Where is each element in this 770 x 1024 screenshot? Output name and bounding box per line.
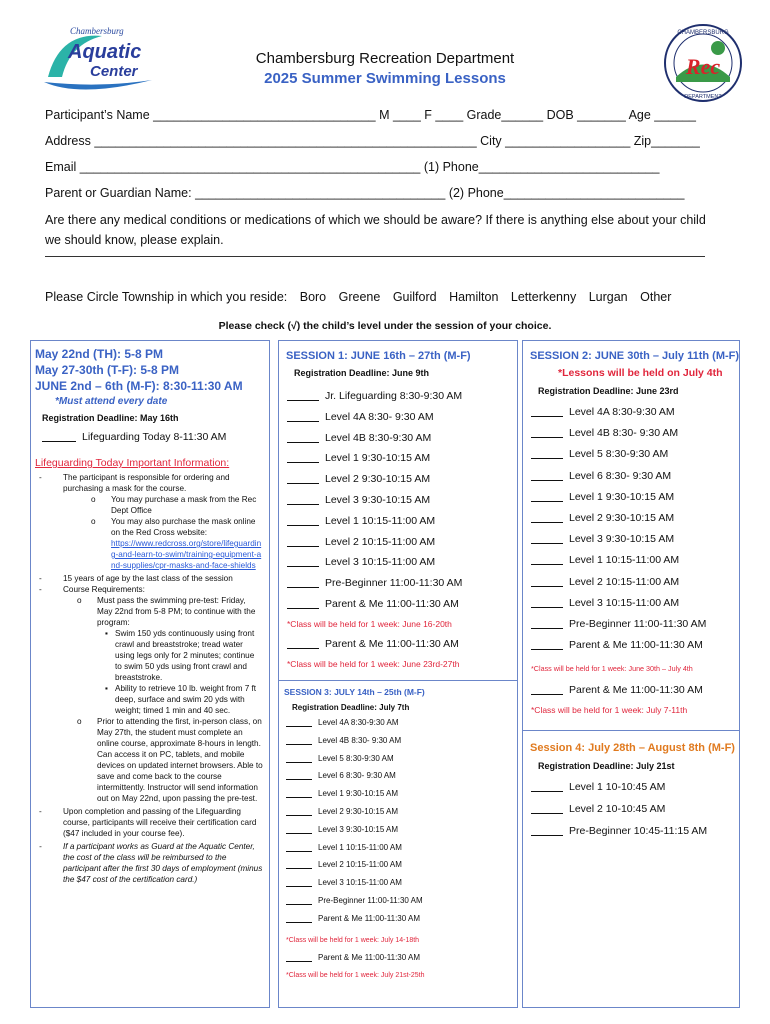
info-item: The participant is responsible for ordering and purchasing a mask for the course. [63, 473, 230, 493]
guardian-line[interactable]: Parent or Guardian Name: ____________________________________ (2) Phone__________________________ [45, 186, 685, 200]
checkbox-line[interactable] [287, 442, 319, 443]
lesson-label: Level 3 9:30-10:15 AM [325, 494, 431, 506]
lesson-item[interactable] [531, 781, 665, 793]
township-option[interactable]: Hamilton [449, 290, 499, 304]
lesson-item[interactable] [287, 452, 430, 464]
redcross-link[interactable]: https://www.redcross.org/store/lifeguarding-and-learn-to-swim/training-equipment-and-supplies/cpr-masks-and-face-shields [111, 539, 262, 570]
township-option[interactable]: Guilford [392, 290, 437, 304]
class-week-note: *Class will be held for 1 week: July 14-18th [286, 937, 420, 944]
svg-text:Rec: Rec [685, 54, 721, 79]
checkbox-line[interactable] [287, 608, 319, 609]
checkbox-line[interactable] [286, 833, 312, 834]
info-item: If a participant works as Guard at the Aquatic Center, the cost of the class will be reimbursed to the participant after the first 30 days of employment (minus the $47 cost of the certification card.) [63, 842, 263, 884]
checkbox-line[interactable] [287, 546, 319, 547]
lesson-label: Level 1 10:15-11:00 AM [569, 554, 680, 567]
township-option[interactable]: Boro [299, 290, 327, 304]
session3-title: SESSION 3: JULY 14th – 25th (M-F) [284, 687, 425, 697]
lesson-item[interactable] [286, 807, 398, 816]
lesson-item[interactable] [287, 432, 431, 444]
checkbox-line[interactable] [286, 726, 312, 727]
must-attend-note: *Must attend every date [55, 396, 168, 407]
lesson-label: Level 2 10:15-11:00 AM [325, 535, 436, 548]
participant-line[interactable]: Participant’s Name ________________________________ M ____ F ____ Grade______ DOB _______ Age ______ [45, 108, 696, 122]
session1-title: SESSION 1: JUNE 16th – 27th (M-F) [286, 350, 471, 362]
lesson-item[interactable] [531, 491, 674, 503]
checkbox-line[interactable] [531, 628, 563, 629]
lesson-item[interactable] [531, 448, 668, 460]
lesson-label: Parent & Me 11:00-11:30 AM [569, 639, 703, 652]
lesson-label: Level 1 9:30-10:15 AM [325, 452, 431, 465]
checkbox-line[interactable] [531, 607, 563, 608]
township-row [45, 290, 680, 304]
session4-deadline: Registration Deadline: July 21st [538, 761, 675, 771]
lesson-item[interactable] [531, 803, 665, 815]
lesson-item[interactable] [286, 825, 398, 834]
township-option[interactable]: Letterkenny [510, 290, 577, 304]
lesson-label: Level 4A 8:30-9:30 AM [569, 406, 675, 418]
lesson-item[interactable] [531, 597, 679, 609]
lesson-label: Level 3 10:15-11:00 AM [325, 556, 436, 569]
page-subtitle: 2025 Summer Swimming Lessons [264, 70, 506, 87]
lesson-item[interactable] [531, 576, 679, 588]
lesson-item[interactable] [287, 515, 435, 527]
session4-divider [522, 730, 740, 731]
lg-date-2: May 27-30th (T-F): 5-8 PM [35, 363, 180, 377]
lg-info-list: - The participant is responsible for ordering and purchasing a mask for the course. o You may purchase a mask from the Rec Dept Office o You may also purchase the mask online on the Red Cross website: https://www.redcross.org/store/lifeguarding-and-learn-to-swim/training-equipment-and-supplies/cpr-masks-and-face-shields - 15 years of age by the last class of the session - Course Requirements: o Must pass the swimming pre-test: Friday, May 22nd from 5-8 PM; to continue with the program: ▪ Swim 150 yds continuously using front crawl and breaststroke; tread water using legs only for 2 minutes; continue to swim 50 yds using front crawl and breaststroke. ▪ Ability to retrieve 10 lb. weight from 7 ft deep, surface and swim 20 yds with weight; timed 1 min and 40 sec. o Prior to attending the first, in-person class, on May 27th, the student must complete an online course, approximate 8-hours in length. Can access it on PC, tablets, and mobile devices on updated internet browsers. Able to save and come back to the course intermittently. Instructor will send information out on May 22nd, upon passing the pre-test. - Upon completion and passing of the Lifeguarding course, participants will receive their certification card ($47 included in your course fee). - If a participant works as Guard at the Aquatic Center, the cost of the class will be reimbursed to the participant after the first 30 days of employment (minus the $47 cost of the certification card.) [39, 473, 263, 884]
checkbox-line[interactable] [286, 922, 312, 923]
lesson-label: Level 3 9:30-10:15 AM [318, 824, 399, 834]
checkbox-line[interactable] [286, 797, 312, 798]
lesson-item[interactable] [287, 494, 430, 506]
lesson-label: Level 6 8:30- 9:30 AM [318, 771, 396, 781]
info-item: 15 years of age by the last class of the session [63, 574, 233, 583]
lg-course-item[interactable] [42, 431, 226, 443]
session3-deadline: Registration Deadline: July 7th [292, 703, 410, 712]
lg-course-label: Lifeguarding Today 8-11:30 AM [82, 431, 227, 443]
lesson-label: Pre-Beginner 11:00-11:30 AM [569, 618, 707, 630]
checkbox-line[interactable] [287, 525, 319, 526]
checkbox-line[interactable] [286, 762, 312, 763]
lesson-label: Level 6 8:30- 9:30 AM [569, 469, 672, 482]
checkbox-line[interactable] [286, 744, 312, 745]
lg-deadline: Registration Deadline: May 16th [42, 413, 179, 423]
lg-date-1: May 22nd (TH): 5-8 PM [35, 347, 164, 361]
lesson-item[interactable] [531, 427, 678, 439]
township-option[interactable]: Greene [338, 290, 381, 304]
lesson-item[interactable] [287, 390, 462, 402]
lesson-item[interactable] [286, 718, 399, 727]
lesson-item[interactable] [287, 598, 459, 610]
svg-text:DEPARTMENT: DEPARTMENT [684, 94, 722, 100]
lg-date-3: JUNE 2nd – 6th (M-F): 8:30-11:30 AM [35, 379, 243, 393]
checkbox-line[interactable] [531, 543, 563, 544]
lesson-item[interactable] [286, 914, 420, 923]
lesson-item[interactable] [287, 536, 435, 548]
info-subitem: You may also purchase the mask online on the Red Cross website: [111, 517, 256, 537]
lesson-item[interactable] [286, 860, 402, 869]
checkbox-line[interactable] [531, 480, 563, 481]
lg-info-title: Lifeguarding Today Important Information: [35, 457, 230, 469]
session1-deadline: Registration Deadline: June 9th [294, 368, 430, 378]
info-bullet: Swim 150 yds continuously using front crawl and breaststroke; tread water using legs only for 2 minutes; continue to swim 50 yds using front crawl and breaststroke. [115, 629, 255, 682]
checkbox-line[interactable] [531, 564, 563, 565]
lesson-label: Level 2 10-10:45 AM [569, 803, 666, 815]
lesson-item[interactable] [287, 556, 435, 568]
lesson-label: Level 2 10:15-11:00 AM [318, 860, 402, 870]
township-label: Please Circle Township in which you reside: [45, 290, 288, 304]
checkbox-line[interactable] [287, 648, 319, 649]
township-option[interactable]: Other [640, 290, 672, 304]
info-subitem: Prior to attending the first, in-person class, on May 27th, the student must complete an online course, approximate 8-hours in length. Can access it on PC, tablets, and mobile devices on updated internet browsers. Able to save and come back to the course intermittently. Instructor will send information out on May 22nd, upon passing the pre-test. [97, 717, 263, 803]
lesson-item[interactable] [286, 896, 423, 905]
lesson-label: Level 1 9:30-10:15 AM [569, 490, 675, 503]
checkbox-line[interactable] [286, 868, 312, 869]
session4-title: Session 4: July 28th – August 8th (M-F) [530, 742, 735, 754]
lesson-label: Level 4B 8:30- 9:30 AM [318, 735, 402, 745]
lesson-label: Jr. Lifeguarding 8:30-9:30 AM [325, 390, 463, 402]
lesson-label: Pre-Beginner 10:45-11:15 AM [569, 825, 708, 837]
info-item: Course Requirements: [63, 585, 145, 594]
checkbox-line[interactable] [531, 437, 563, 438]
lesson-item[interactable] [286, 754, 394, 763]
lesson-label: Level 2 9:30-10:15 AM [318, 807, 399, 816]
class-week-note: *Class will be held for 1 week: June 16-20th [287, 619, 452, 629]
township-option[interactable]: Lurgan [588, 290, 628, 304]
info-bullet: Ability to retrieve 10 lb. weight from 7 ft deep, surface and swim 20 yds with weight; timed 1 min and 40 sec. [115, 684, 257, 715]
checkbox-line[interactable] [531, 813, 563, 814]
lesson-item[interactable] [531, 825, 707, 837]
session2-deadline: Registration Deadline: June 23rd [538, 386, 679, 396]
checkbox-line[interactable] [286, 904, 312, 905]
lesson-label: Level 4A 8:30-9:30 AM [318, 718, 399, 727]
checkbox-line[interactable] [287, 421, 319, 422]
medical-question: Are there any medical conditions or medications of which we should be aware? If there is anything else about your child we should know, please explain. [45, 213, 706, 247]
lesson-item[interactable] [287, 473, 430, 485]
address-line[interactable]: Address _______________________________________________________ City __________________ Zip_______ [45, 134, 700, 148]
lesson-label: Parent & Me 11:00-11:30 AM [569, 684, 703, 696]
lesson-label: Level 4B 8:30- 9:30 AM [569, 427, 679, 440]
svg-text:Aquatic: Aquatic [68, 41, 142, 63]
lesson-label: Level 1 10:15-11:00 AM [325, 514, 436, 527]
checkbox-line[interactable] [286, 886, 312, 887]
lesson-label: Level 5 8:30-9:30 AM [569, 448, 669, 461]
session3-divider [278, 680, 518, 681]
lesson-item[interactable] [286, 736, 401, 745]
session2-title: SESSION 2: JUNE 30th – July 11th (M-F) [530, 350, 740, 362]
checkbox-line[interactable] [286, 851, 312, 852]
lesson-label: Level 1 9:30-10:15 AM [318, 789, 399, 799]
info-item: Upon completion and passing of the Lifeguarding course, participants will receive their certification card ($47 included in your course fee). [63, 807, 257, 838]
checkbox-line[interactable] [531, 649, 563, 650]
lesson-label: Level 2 9:30-10:15 AM [325, 473, 431, 486]
checkbox-line[interactable] [286, 815, 312, 816]
checkbox-line[interactable] [531, 501, 563, 502]
info-subitem: Must pass the swimming pre-test: Friday, May 22nd from 5-8 PM; to continue with the program: [97, 596, 256, 627]
email-line[interactable]: Email _________________________________________________ (1) Phone__________________________ [45, 160, 660, 174]
lesson-label: Parent & Me 11:00-11:30 AM [325, 598, 459, 610]
checkbox-line[interactable] [531, 416, 563, 417]
lesson-label: Parent & Me 11:00-11:30 AM [325, 638, 459, 650]
class-week-note: *Class will be held for 1 week: June 23rd-27th [287, 659, 460, 669]
lesson-label: Level 3 10:15-11:00 AM [569, 596, 680, 609]
checkbox-line[interactable] [287, 483, 319, 484]
lesson-item[interactable] [531, 533, 674, 545]
lesson-item[interactable] [531, 554, 679, 566]
lesson-item[interactable] [531, 406, 675, 418]
lesson-item[interactable] [531, 684, 703, 696]
medical-answer-line[interactable] [45, 256, 705, 257]
class-week-note: *Class will be held for 1 week: June 30th – July 4th [531, 664, 693, 673]
checkbox-line[interactable] [287, 400, 319, 401]
lesson-label: Level 4A 8:30- 9:30 AM [325, 410, 434, 423]
lesson-label: Level 3 10:15-11:00 AM [318, 878, 402, 888]
lesson-item[interactable] [531, 639, 703, 651]
class-week-note: *Class will be held for 1 week: July 21st-25th [286, 972, 425, 979]
svg-text:Center: Center [90, 63, 138, 80]
session2-lessons-note: *Lessons will be held on July 4th [558, 367, 723, 379]
lesson-label: Level 4B 8:30-9:30 AM [325, 431, 432, 444]
lesson-label: Level 2 9:30-10:15 AM [569, 512, 675, 524]
checkbox-line[interactable] [287, 587, 319, 588]
lesson-label: Parent & Me 11:00-11:30 AM [318, 953, 420, 962]
checkbox-line[interactable] [287, 462, 319, 463]
checkbox-line[interactable] [42, 441, 76, 442]
checkbox-line[interactable] [286, 961, 312, 962]
lesson-label: Level 5 8:30-9:30 AM [318, 753, 394, 763]
checkbox-line[interactable] [531, 522, 563, 523]
checkbox-line[interactable] [531, 458, 563, 459]
check-instruction: Please check (√) the child’s level under the session of your choice. [218, 320, 552, 332]
checkbox-line[interactable] [531, 791, 563, 792]
lesson-item[interactable] [531, 512, 674, 524]
class-week-note: *Class will be held for 1 week: July 7-11th [531, 705, 688, 715]
checkbox-line[interactable] [531, 835, 563, 836]
svg-text:Chambersburg: Chambersburg [70, 26, 124, 36]
lesson-label: Level 3 9:30-10:15 AM [569, 533, 675, 546]
svg-text:CHAMBERSBURG: CHAMBERSBURG [677, 30, 729, 36]
lesson-item[interactable] [531, 618, 706, 630]
lesson-label: Level 1 10:15-11:00 AM [318, 842, 402, 852]
sessions-2-4-box [522, 340, 740, 1008]
lesson-item[interactable] [286, 771, 396, 780]
checkbox-line[interactable] [286, 779, 312, 780]
checkbox-line[interactable] [531, 694, 563, 695]
lesson-item[interactable] [286, 878, 402, 887]
lesson-label: Parent & Me 11:00-11:30 AM [318, 913, 420, 923]
lesson-item[interactable] [287, 577, 462, 589]
checkbox-line[interactable] [287, 566, 319, 567]
info-subitem: You may purchase a mask from the Rec Dept Office [111, 495, 257, 515]
lesson-item[interactable] [287, 638, 459, 650]
lesson-label: Pre-Beginner 11:00-11:30 AM [318, 896, 423, 905]
lesson-item[interactable] [531, 470, 671, 482]
checkbox-line[interactable] [531, 586, 563, 587]
lesson-label: Level 2 10:15-11:00 AM [569, 575, 680, 588]
lesson-item[interactable] [287, 411, 434, 423]
lesson-label: Level 1 10-10:45 AM [569, 781, 666, 793]
lesson-label: Pre-Beginner 11:00-11:30 AM [325, 577, 463, 590]
lesson-item[interactable] [286, 789, 398, 798]
lesson-item[interactable] [286, 843, 402, 852]
lesson-item[interactable] [286, 953, 420, 962]
page-title: Chambersburg Recreation Department [255, 50, 515, 67]
checkbox-line[interactable] [287, 504, 319, 505]
